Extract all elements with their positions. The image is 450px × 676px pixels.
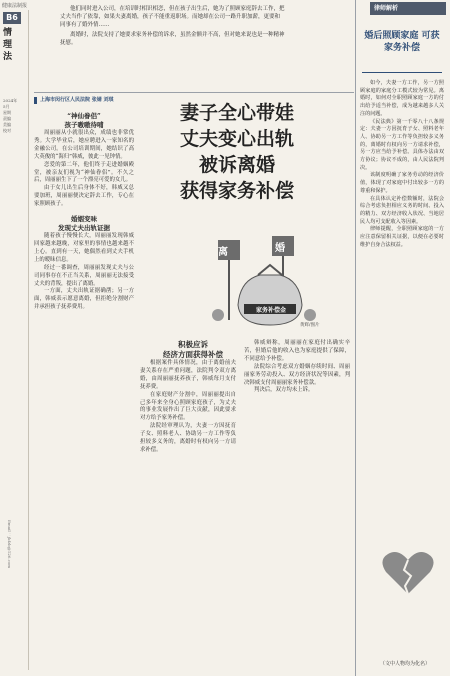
subhead: 婚姻变味 xyxy=(71,215,97,224)
lead-paragraph: 离婚时，法院支持了她要求家务补偿的诉求，虽然金额并不高，但对她来说也是一种精神抚慰。 xyxy=(60,31,285,46)
sidebar-column xyxy=(360,80,444,249)
left-column xyxy=(34,112,134,312)
meta-line: 5月 xyxy=(3,104,10,109)
middle-column xyxy=(140,340,236,455)
sign-right-label: 婚 xyxy=(275,243,285,254)
body-paragraph: 法院经审理认为，夫妻一方因抚育子女、照料老人、协助另一方工作等负担较多义务的，离婚时有权向另一方请求补偿。 xyxy=(140,423,236,453)
illustration xyxy=(200,220,340,330)
end-note: （文中人物均为化名） xyxy=(380,661,431,667)
body-paragraph: 恋爱的第二年，他们终于走进婚姻殿堂，被亲友们视为“神仙眷侣”。不久之后，周丽丽生下了一个漂亮可爱的女儿。 xyxy=(34,161,134,184)
sidebar-tag: 律师解析 xyxy=(370,2,446,15)
body-paragraph: 韩威辩称，周丽丽在家庭付出确实辛苦，但婚后他的收入也为家庭提供了保障，不同意给予补偿。 xyxy=(244,340,350,362)
body-paragraph: 该制度明确了家务劳动的经济价值，体现了对家庭中付出较多一方的尊重和保护。 xyxy=(360,172,444,194)
masthead: 健康法制报 xyxy=(2,3,28,9)
rail-char: 理 xyxy=(3,40,13,50)
lead-rule xyxy=(34,92,354,93)
rail-divider xyxy=(28,10,29,670)
section-rail xyxy=(3,27,25,63)
body-paragraph: 在家庭财产分割中，周丽丽提出自己多年来全身心照顾家庭孩子，为丈夫的事业发展作出了巨大贡献，因此要求对方给予家务补偿。 xyxy=(140,391,236,422)
body-paragraph: 在具体认定补偿数额时，法院会综合考虑负担相应义务的时间、投入的精力、双方经济收入状况、当地居民人均可支配收入等因素。 xyxy=(360,195,444,225)
meta-line: 2024年 xyxy=(3,98,18,103)
page-number: B6 xyxy=(3,12,21,24)
body-paragraph: 法院综合考虑双方婚姻存续时间、周丽丽家务劳动投入、双方经济状况等因素，判决韩威支付周丽丽家务补偿款。 xyxy=(244,363,350,386)
rail-char: 法 xyxy=(3,52,13,62)
meta-line: 美编 xyxy=(3,122,11,127)
headline-line: 妻子全心带娃 xyxy=(179,102,294,124)
subhead: 积极应诉 xyxy=(178,340,208,349)
sign-left-label: 离 xyxy=(218,247,228,258)
lead-intro xyxy=(60,5,285,48)
side-email: Email ：jkfzb@126.com xyxy=(7,520,12,569)
illustration-credit: 黄辉/图片 xyxy=(300,323,320,328)
sidebar-divider xyxy=(355,0,356,676)
subhead: 发现丈夫出轨证据 xyxy=(58,224,110,233)
body-paragraph: 经过一番调查，周丽丽发现丈夫与公司同事存在不正当关系，周丽丽无法接受丈夫的背叛，提出了离婚。 xyxy=(34,264,134,287)
body-paragraph: 判决后，双方均未上诉。 xyxy=(254,387,314,394)
rail-char: 情 xyxy=(3,28,13,38)
meta-line: 星期 xyxy=(3,110,11,115)
bag-label: 家务补偿金 xyxy=(255,307,286,314)
broken-heart-icon xyxy=(378,548,438,598)
broken-heart-graphic xyxy=(378,548,438,598)
headline-line: 被诉离婚 xyxy=(198,154,275,176)
right-middle-column xyxy=(244,340,350,395)
subhead: 孩子嗷嗷待哺 xyxy=(64,121,104,129)
meta-line: 责编 xyxy=(3,116,11,121)
body-paragraph: 由于女儿出生后身体不好，韩威又总要加班，周丽丽便决定辞去工作，专心在家照顾孩子。 xyxy=(34,185,134,208)
lead-paragraph: 他们同时进入公司，在培训时相识相恋，但在孩子出生后，她为了照顾家庭辞去工作，把丈夫当作了依靠，如果夫妻离婚，孩子不能重返职场。而她却在公司一路升职加薪，更要和同事有了婚外情…… xyxy=(60,6,285,29)
headline-line: 获得家务补偿 xyxy=(179,180,294,202)
sidebar-rule xyxy=(362,72,442,73)
body-paragraph: 周丽丽从小就很出众，成绩也非常优秀。大学毕业后，她应聘进入一家知名的金融公司。在公司培训期间，她结识了高大英俊的“海归”韩威，彼此一见钟情。 xyxy=(34,130,134,160)
headline-line: 丈夫变心出轨 xyxy=(179,128,294,150)
sidebar-title: 婚后照顾家庭 可获家务补偿 xyxy=(364,31,440,53)
body-paragraph: 律师提醒，全职照顾家庭的一方应注意保留相关证据，以便在必要时维护自身合法权益。 xyxy=(360,226,444,248)
subhead: 经济方面获得补偿 xyxy=(163,350,223,359)
body-paragraph: 如今，夫妻一方工作，另一方照顾家庭的家庭分工模式较为常见。离婚时，如何对全职照顾家庭一方的付出给予适当补偿，成为越来越多人关注的问题。 xyxy=(360,80,444,117)
body-paragraph: 根据案件具体情况，由于离婚前夫妻关系存在严重问题，法院判令双方离婚，由周丽丽抚养孩子，韩威每月支付抚养费。 xyxy=(140,360,236,390)
author-byline: 上海市闵行区人民法院 张婧 刘琪 xyxy=(34,97,140,104)
subhead: “神仙眷侣” xyxy=(67,112,101,120)
body-paragraph: 《民法典》第一千零八十八条规定：夫妻一方因抚育子女、照料老年人、协助另一方工作等负担较多义务的，离婚时有权向另一方请求补偿，另一方应当给予补偿。具体办法由双方协议；协议不成的，由人民法院判决。 xyxy=(360,118,444,171)
body-paragraph: 一方面，丈夫出轨证据确凿；另一方面，韩威表示愿意离婚，但拒绝分割财产并承担孩子抚养费用。 xyxy=(34,288,134,311)
issue-meta xyxy=(3,98,25,134)
meta-line: 校对 xyxy=(3,128,11,133)
body-paragraph: 随着孩子慢慢长大，周丽丽发现韩威回家越来越晚，对家里的事情也越来越不上心。直到有一天，她偶然看到丈夫手机上的暧昧信息。 xyxy=(34,233,134,263)
